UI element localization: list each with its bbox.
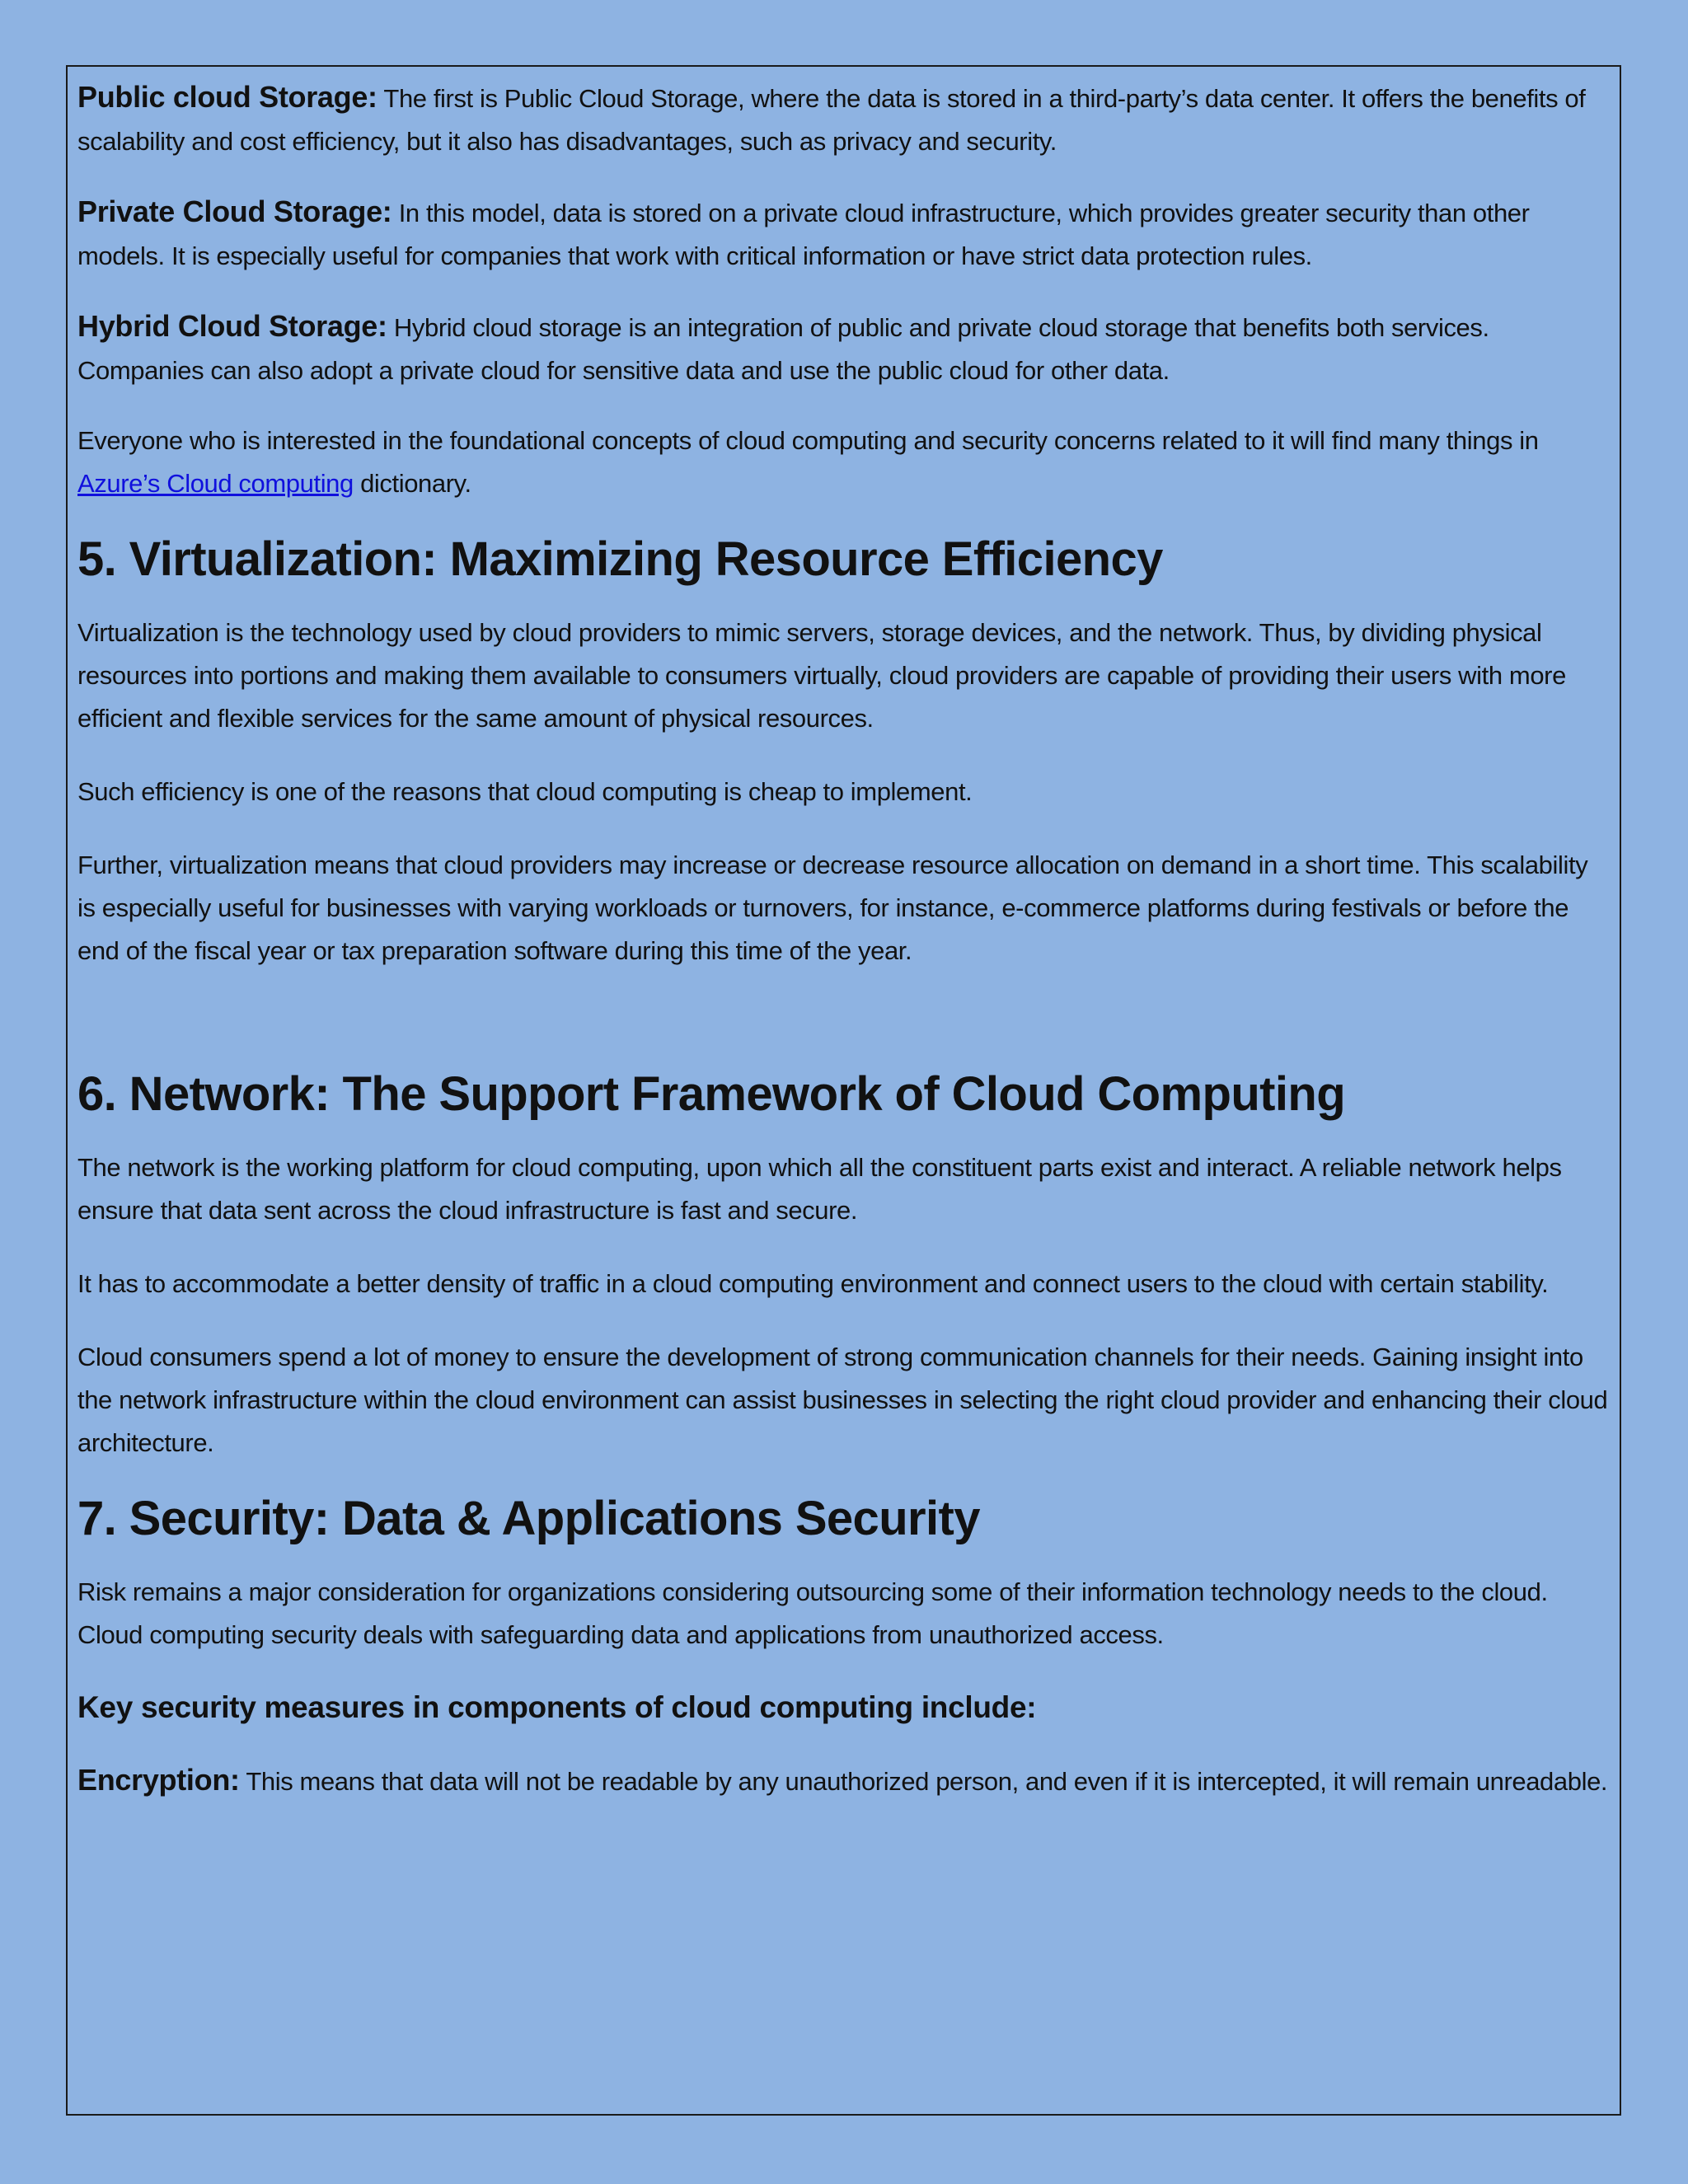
azure-reference-after: dictionary. <box>353 469 471 498</box>
section-7-heading: 7. Security: Data & Applications Security <box>77 1492 980 1545</box>
section-5-paragraph-1: Virtualization is the technology used by cloud providers to mimic servers, storage devices, and the network. Thus, by dividing physical resources into portions and making them available to consumers virtually, cloud providers are capable of providing their users with more efficient and flexible services for the same amount of physical resources. <box>77 618 1566 733</box>
azure-reference-before: Everyone who is interested in the foundational concepts of cloud computing and security concerns related to it will find many things in <box>77 426 1539 455</box>
section-6-paragraph-1: The network is the working platform for cloud computing, upon which all the constituent parts exist and interact. A reliable network helps ensure that data sent across the cloud infrastructure is fast and secure. <box>77 1153 1562 1225</box>
section-6-heading: 6. Network: The Support Framework of Cloud Computing <box>77 1067 1346 1121</box>
public-cloud-term: Public cloud Storage: <box>77 80 377 114</box>
hybrid-cloud-term: Hybrid Cloud Storage: <box>77 309 387 343</box>
private-cloud-text: In this model, data is stored on a private cloud infrastructure, which provides greater security than other models. It is especially useful for companies that work with critical information or have strict data protection rules. <box>77 199 1530 270</box>
section-5-paragraph-3: Further, virtualization means that cloud providers may increase or decrease resource allocation on demand in a short time. This scalability is especially useful for businesses with varying workloads or turnovers, for instance, e-commerce platforms during festivals or before the end of the fiscal year or tax preparation software during this time of the year. <box>77 851 1588 965</box>
public-cloud-text: The first is Public Cloud Storage, where the data is stored in a third-party’s data center. It offers the benefits of scalability and cost efficiency, but it also has disadvantages, such as privacy and security. <box>77 84 1586 156</box>
hybrid-cloud-paragraph <box>77 305 1611 392</box>
section-5-heading: 5. Virtualization: Maximizing Resource Efficiency <box>77 532 1163 586</box>
section-5-paragraph-2: Such efficiency is one of the reasons that cloud computing is cheap to implement. <box>77 777 973 806</box>
private-cloud-term: Private Cloud Storage: <box>77 194 392 228</box>
azure-reference-paragraph <box>77 419 1611 505</box>
encryption-paragraph <box>77 1759 1611 1803</box>
public-cloud-paragraph <box>77 76 1611 163</box>
hybrid-cloud-text: Hybrid cloud storage is an integration of public and private cloud storage that benefits both services. Companies can also adopt a private cloud for sensitive data and use the public cloud for other data. <box>77 313 1489 385</box>
private-cloud-paragraph <box>77 190 1611 278</box>
section-6-paragraph-3: Cloud consumers spend a lot of money to ensure the development of strong communication channels for their needs. Gaining insight into the network infrastructure within the cloud environment can assist businesses in selecting the right cloud provider and enhancing their cloud architecture. <box>77 1343 1608 1457</box>
section-6-paragraph-2: It has to accommodate a better density of traffic in a cloud computing environment and connect users to the cloud with certain stability. <box>77 1269 1549 1298</box>
section-7-paragraph-1: Risk remains a major consideration for organizations considering outsourcing some of their information technology needs to the cloud. Cloud computing security deals with safeguarding data and applications from unauthorized access. <box>77 1577 1548 1649</box>
azure-cloud-computing-link[interactable]: Azure’s Cloud computing <box>77 469 354 498</box>
security-measures-subheading: Key security measures in components of cloud computing include: <box>77 1690 1037 1724</box>
encryption-text: This means that data will not be readable by any unauthorized person, and even if it is intercepted, it will remain unreadable. <box>239 1767 1608 1796</box>
document-body <box>77 76 1611 1803</box>
encryption-term: Encryption: <box>77 1763 240 1797</box>
